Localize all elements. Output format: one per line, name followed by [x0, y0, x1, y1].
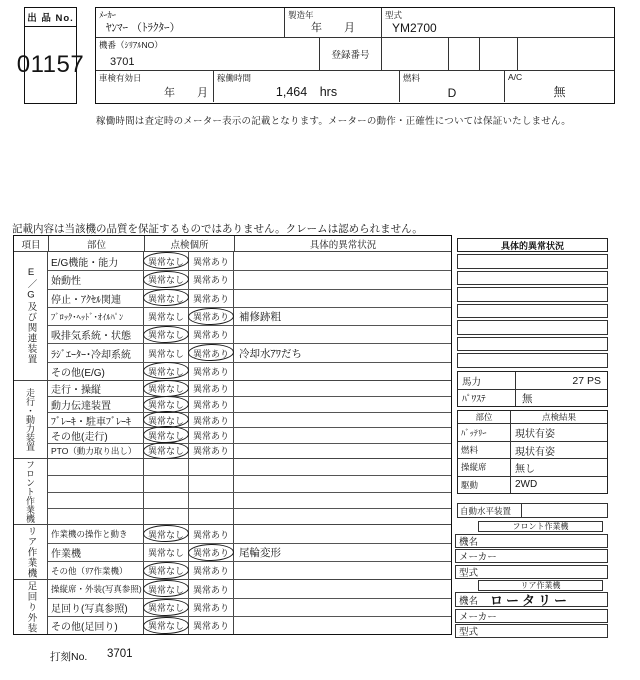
- check-ng-cell: [189, 509, 234, 524]
- check-ok-cell: [144, 476, 189, 491]
- part-name-cell: PTO（動力取り出し）: [48, 444, 144, 458]
- rear-implement-row-label: 型式: [459, 627, 479, 638]
- part-name-cell: 動力伝達装置: [48, 397, 144, 411]
- remark-cell: [234, 252, 451, 270]
- inspection-group-rows: [48, 580, 451, 634]
- part-name-cell: [48, 493, 144, 508]
- ng-mark: 異常あり: [192, 293, 229, 304]
- part-name-cell: 作業機の操作と動き: [48, 525, 144, 543]
- ng-mark: 異常あり: [192, 603, 229, 614]
- power-steering-row: [458, 389, 607, 406]
- front-implement-row-label: メーカー: [459, 552, 497, 563]
- mfg-year-cell: [284, 8, 381, 37]
- part-name-cell: ﾌﾞﾚｰｷ・駐車ﾌﾞﾚｰｷ: [48, 413, 144, 427]
- result-part-header: 部位: [458, 411, 511, 423]
- ok-mark: 異常なし: [147, 312, 184, 323]
- rear-implement-row: [455, 609, 608, 623]
- inspection-row: [48, 561, 451, 579]
- inspection-group-rows: [48, 525, 451, 579]
- remark-cell: [234, 290, 451, 307]
- remark-cell: [234, 271, 451, 288]
- remark-cell: [234, 381, 451, 396]
- ng-mark: 異常あり: [192, 430, 229, 441]
- check-ng-cell: [189, 525, 234, 543]
- inspection-row: [48, 427, 451, 442]
- rear-implement-title: リア作業機: [478, 580, 603, 591]
- inspection-row: [48, 381, 451, 396]
- ng-mark: 異常あり: [192, 415, 229, 426]
- part-name-cell: [48, 509, 144, 524]
- condition-note-row: [457, 353, 608, 368]
- model-value: YM2700: [392, 21, 437, 35]
- result-value: 無し: [515, 463, 535, 475]
- remark-cell: 冷却水ｱﾜだち: [239, 347, 302, 360]
- remark-cell: [234, 493, 451, 508]
- inspection-row: [48, 616, 451, 634]
- check-ng-cell: [189, 326, 234, 343]
- rear-implement-row-label: メーカー: [459, 611, 497, 623]
- power-steering-label: ﾊﾟﾜｽﾃ: [458, 390, 516, 406]
- ok-mark-circled: 異常なし: [147, 330, 184, 341]
- check-ng-cell: [189, 252, 234, 270]
- ok-mark-circled: 異常なし: [147, 400, 184, 411]
- auto-level-value-cell: [522, 504, 607, 517]
- check-ng-cell: [189, 290, 234, 307]
- ok-mark: 異常なし: [147, 548, 184, 559]
- horsepower-label: 馬力: [458, 372, 516, 389]
- inspection-row: [48, 598, 451, 616]
- result-part-label: ﾊﾞｯﾃﾘｰ: [458, 424, 511, 441]
- serial-cell: [96, 38, 319, 70]
- front-implement-row: [455, 565, 608, 579]
- part-name-cell: 停止・ｱｸｾﾙ関連: [48, 290, 144, 307]
- condition-note-row: [457, 304, 608, 319]
- result-value: 現状有姿: [515, 429, 555, 441]
- rear-implement-row: [455, 592, 608, 607]
- result-row: [458, 476, 607, 493]
- check-ok-cell: [144, 617, 189, 634]
- check-ok-cell: [144, 580, 189, 598]
- part-name-cell: E/G機能・能力: [48, 252, 144, 270]
- check-ng-cell: [189, 459, 234, 475]
- ok-mark: 異常なし: [147, 348, 184, 359]
- remark-cell: [234, 509, 451, 524]
- remark-cell: 尾輪変形: [239, 547, 281, 560]
- check-ng-cell: [189, 476, 234, 491]
- inspection-row: [48, 543, 451, 561]
- part-name-cell: 足回り(写真参照): [48, 599, 144, 616]
- inspection-row: [48, 443, 451, 458]
- remark-cell: [234, 617, 451, 634]
- inspection-row: [48, 252, 451, 270]
- ok-mark-circled: 異常なし: [147, 584, 184, 595]
- check-ng-cell: [189, 444, 234, 458]
- auto-level-label: 自動水平装置: [458, 504, 522, 517]
- serial-label: 機番（ｼﾘｱﾙNO）: [99, 40, 163, 50]
- remark-cell: [234, 444, 451, 458]
- ok-mark-circled: 異常なし: [147, 430, 184, 441]
- inspection-row: [48, 412, 451, 427]
- inspection-group: [14, 524, 451, 579]
- condition-notes-title: 具体的異常状況: [457, 238, 608, 252]
- meter-note: 稼働時間は査定時のメーター表示の記載となります。メーターの動作・正確性については保証いたしません。: [96, 116, 571, 127]
- inspection-group: [14, 579, 451, 634]
- spec-row-2: [96, 37, 614, 70]
- inspection-group-label: 走行・動力装置: [14, 381, 48, 458]
- registration-value-cell-1: [381, 38, 448, 70]
- part-name-cell: その他(走行): [48, 428, 144, 442]
- result-part-label: 駆動: [458, 477, 511, 493]
- inspection-group-label: リア作業機: [14, 525, 48, 579]
- inspection-group-rows: [48, 459, 451, 524]
- inspection-row: [48, 508, 451, 524]
- result-row: [458, 424, 607, 441]
- check-ok-cell: [144, 599, 189, 616]
- check-ng-cell: [189, 617, 234, 634]
- ng-mark-circled: 異常あり: [192, 312, 229, 323]
- mfg-year-value: 年 月: [311, 22, 355, 34]
- inspection-row: [48, 270, 451, 288]
- power-box: [457, 371, 608, 407]
- ng-mark-circled: 異常あり: [192, 348, 229, 359]
- remark-cell: [234, 326, 451, 343]
- fuel-value: D: [447, 86, 457, 100]
- remark-cell: [234, 459, 451, 475]
- ng-mark: 異常あり: [192, 566, 229, 577]
- ng-mark: 異常あり: [192, 584, 229, 595]
- part-name-cell: [48, 476, 144, 491]
- power-steering-value: 無: [522, 392, 533, 405]
- part-name-cell: ﾗｼﾞｴｰﾀｰ･冷却系統: [48, 344, 144, 361]
- registration-value-cell-4: [517, 38, 614, 70]
- serial-value: 3701: [110, 56, 135, 68]
- part-name-cell: 走行・操縦: [48, 381, 144, 396]
- check-ng-cell: [189, 363, 234, 380]
- check-ok-cell: [144, 428, 189, 442]
- part-name-cell: 操縦席・外装(写真参照): [48, 580, 144, 598]
- model-label: 型式: [385, 10, 403, 20]
- inspection-row: [48, 289, 451, 307]
- shaken-value: 年 月: [164, 87, 208, 99]
- part-name-cell: その他(E/G): [48, 363, 144, 380]
- remark-cell: [234, 599, 451, 616]
- inspection-group-label: E／G及び関連装置: [14, 252, 48, 380]
- rear-implement-row: [455, 624, 608, 638]
- check-ok-cell: [144, 381, 189, 396]
- inspection-row: [48, 525, 451, 543]
- inspection-group-rows: [48, 381, 451, 458]
- check-ok-cell: [144, 271, 189, 288]
- inspection-row: [48, 580, 451, 598]
- part-name-cell: その他（ﾘｱ作業機）: [48, 562, 144, 579]
- inspection-row: [48, 307, 451, 325]
- front-implement-row: [455, 534, 608, 548]
- result-part-label: 燃料: [458, 442, 511, 458]
- auto-level-box: [457, 503, 608, 518]
- check-ok-cell: [144, 509, 189, 524]
- maker-value: ﾔﾝﾏｰ （ﾄﾗｸﾀｰ）: [106, 22, 181, 34]
- condition-note-row: [457, 337, 608, 352]
- registration-cell: [319, 38, 381, 70]
- spec-row-3: [96, 70, 614, 102]
- remark-cell: [234, 363, 451, 380]
- remark-cell: [234, 562, 451, 579]
- ok-mark-circled: 異常なし: [147, 256, 184, 267]
- shaken-cell: [96, 71, 213, 102]
- ng-mark: 異常あり: [192, 400, 229, 411]
- ok-mark-circled: 異常なし: [147, 293, 184, 304]
- header-point: 点検個所: [144, 236, 234, 251]
- check-ng-cell: [189, 308, 234, 325]
- inspection-table: [13, 235, 452, 635]
- condition-note-row: [457, 320, 608, 335]
- check-ok-cell: [144, 493, 189, 508]
- registration-value-cell-2: [448, 38, 479, 70]
- ac-label: A/C: [508, 72, 523, 82]
- stamp-number-value: 3701: [107, 648, 133, 660]
- part-name-cell: 吸排気系統・状態: [48, 326, 144, 343]
- ng-mark: 異常あり: [192, 275, 229, 286]
- check-ok-cell: [144, 544, 189, 561]
- spec-row-1: [96, 8, 614, 37]
- check-ok-cell: [144, 562, 189, 579]
- model-cell: [381, 8, 614, 37]
- remark-cell: [234, 397, 451, 411]
- remark-cell: [234, 428, 451, 442]
- hours-value: 1,464 hrs: [275, 85, 338, 99]
- check-ng-cell: [189, 599, 234, 616]
- check-ok-cell: [144, 308, 189, 325]
- ok-mark-circled: 異常なし: [147, 621, 184, 632]
- ng-mark: 異常あり: [192, 446, 229, 457]
- remark-cell: 補修跡粗: [239, 311, 281, 324]
- lot-number-box: [16, 7, 85, 104]
- inspection-group-label: 足回り外装: [14, 580, 48, 634]
- ok-mark-circled: 異常なし: [147, 275, 184, 286]
- result-table: [457, 410, 608, 494]
- ng-mark: 異常あり: [192, 366, 229, 377]
- check-ok-cell: [144, 290, 189, 307]
- ok-mark-circled: 異常なし: [147, 446, 184, 457]
- check-ng-cell: [189, 580, 234, 598]
- rear-implement-row-label: 機名: [459, 595, 479, 607]
- rear-implement-machine-name: ロータリー: [490, 593, 571, 608]
- ok-mark-circled: 異常なし: [147, 384, 184, 395]
- ok-mark-circled: 異常なし: [147, 529, 184, 540]
- ng-mark: 異常あり: [192, 330, 229, 341]
- ac-cell: [504, 71, 614, 102]
- inspection-row: [48, 475, 451, 491]
- ac-value: 無: [553, 85, 566, 99]
- result-table-header: [458, 411, 607, 424]
- stamp-number-label: 打刻No.: [50, 651, 88, 663]
- disclaimer-note: 記載内容は当該機の品質を保証するものではありません。クレームは認められません。: [12, 223, 423, 235]
- check-ok-cell: [144, 525, 189, 543]
- header-part: 部位: [48, 236, 144, 251]
- ok-mark-circled: 異常なし: [147, 366, 184, 377]
- ng-mark-circled: 異常あり: [192, 548, 229, 559]
- hours-label: 稼働時間: [217, 73, 252, 83]
- inspection-group-rows: [48, 252, 451, 380]
- part-name-cell: 作業機: [48, 544, 144, 561]
- check-ng-cell: [189, 413, 234, 427]
- inspection-row: [48, 396, 451, 411]
- registration-value-cell-3: [479, 38, 517, 70]
- ok-mark-circled: 異常なし: [147, 566, 184, 577]
- part-name-cell: [48, 459, 144, 475]
- inspection-row: [48, 343, 451, 361]
- condition-note-row: [457, 271, 608, 286]
- check-ng-cell: [189, 271, 234, 288]
- check-ng-cell: [189, 381, 234, 396]
- part-name-cell: ﾌﾞﾛｯｸ･ﾍｯﾄﾞ･ｵｲﾙﾊﾟﾝ: [48, 308, 144, 325]
- check-ng-cell: [189, 397, 234, 411]
- check-ok-cell: [144, 252, 189, 270]
- ok-mark-circled: 異常なし: [147, 603, 184, 614]
- inspection-row: [48, 492, 451, 508]
- lot-number-label: 出 品 No.: [25, 8, 76, 27]
- result-table-body: [458, 424, 607, 493]
- inspection-row: [48, 325, 451, 343]
- check-ok-cell: [144, 444, 189, 458]
- maker-cell: [96, 8, 284, 37]
- condition-note-row: [457, 254, 608, 269]
- hours-cell: [213, 71, 399, 102]
- maker-label: ﾒｰｶｰ: [99, 10, 117, 20]
- ok-mark-circled: 異常なし: [147, 415, 184, 426]
- inspection-table-header: [14, 236, 451, 251]
- horsepower-row: [458, 372, 607, 389]
- condition-notes-rows: [457, 254, 608, 368]
- check-ok-cell: [144, 397, 189, 411]
- check-ok-cell: [144, 344, 189, 361]
- inspection-table-body: [14, 251, 451, 634]
- check-ok-cell: [144, 326, 189, 343]
- front-implement-row-label: 機名: [459, 536, 479, 548]
- inspection-group-label: フロント作業機: [14, 459, 48, 524]
- result-value: 2WD: [515, 479, 538, 491]
- result-row: [458, 458, 607, 475]
- check-ng-cell: [189, 493, 234, 508]
- shaken-label: 車検有効日: [99, 73, 142, 83]
- implements-box: [455, 520, 608, 638]
- remark-cell: [234, 413, 451, 427]
- header-condition: 具体的異常状況: [234, 236, 451, 251]
- front-implement-row-label: 型式: [459, 567, 479, 579]
- result-part-label: 操縦席: [458, 459, 511, 475]
- check-ng-cell: [189, 428, 234, 442]
- front-implement-title: フロント作業機: [478, 521, 603, 532]
- remark-cell: [234, 476, 451, 491]
- part-name-cell: 始動性: [48, 271, 144, 288]
- condition-notes-box: [457, 238, 608, 368]
- check-ng-cell: [189, 544, 234, 561]
- fuel-cell: [399, 71, 504, 102]
- lot-number-value: 01157: [16, 51, 85, 78]
- check-ng-cell: [189, 344, 234, 361]
- remark-cell: [234, 580, 451, 598]
- inspection-row: [48, 362, 451, 380]
- horsepower-value: 27 PS: [572, 374, 601, 387]
- remark-cell: [234, 525, 451, 543]
- check-ng-cell: [189, 562, 234, 579]
- ng-mark: 異常あり: [192, 256, 229, 267]
- inspection-group: [14, 458, 451, 524]
- result-row: [458, 441, 607, 458]
- inspection-group: [14, 251, 451, 380]
- result-value-header: 点検結果: [541, 412, 576, 422]
- header-item: 項目: [21, 239, 41, 251]
- inspection-group: [14, 380, 451, 458]
- ng-mark: 異常あり: [192, 529, 229, 540]
- inspection-row: [48, 459, 451, 475]
- machine-spec-box: [95, 7, 615, 104]
- check-ok-cell: [144, 363, 189, 380]
- result-value: 現状有姿: [515, 446, 555, 458]
- part-name-cell: その他(足回り): [48, 617, 144, 634]
- registration-label: 登録番号: [331, 50, 370, 61]
- fuel-label: 燃料: [403, 73, 421, 83]
- ng-mark: 異常あり: [192, 384, 229, 395]
- front-implement-row: [455, 549, 608, 563]
- check-ok-cell: [144, 459, 189, 475]
- ng-mark: 異常あり: [192, 621, 229, 632]
- mfg-year-label: 製造年: [288, 10, 314, 20]
- condition-note-row: [457, 287, 608, 302]
